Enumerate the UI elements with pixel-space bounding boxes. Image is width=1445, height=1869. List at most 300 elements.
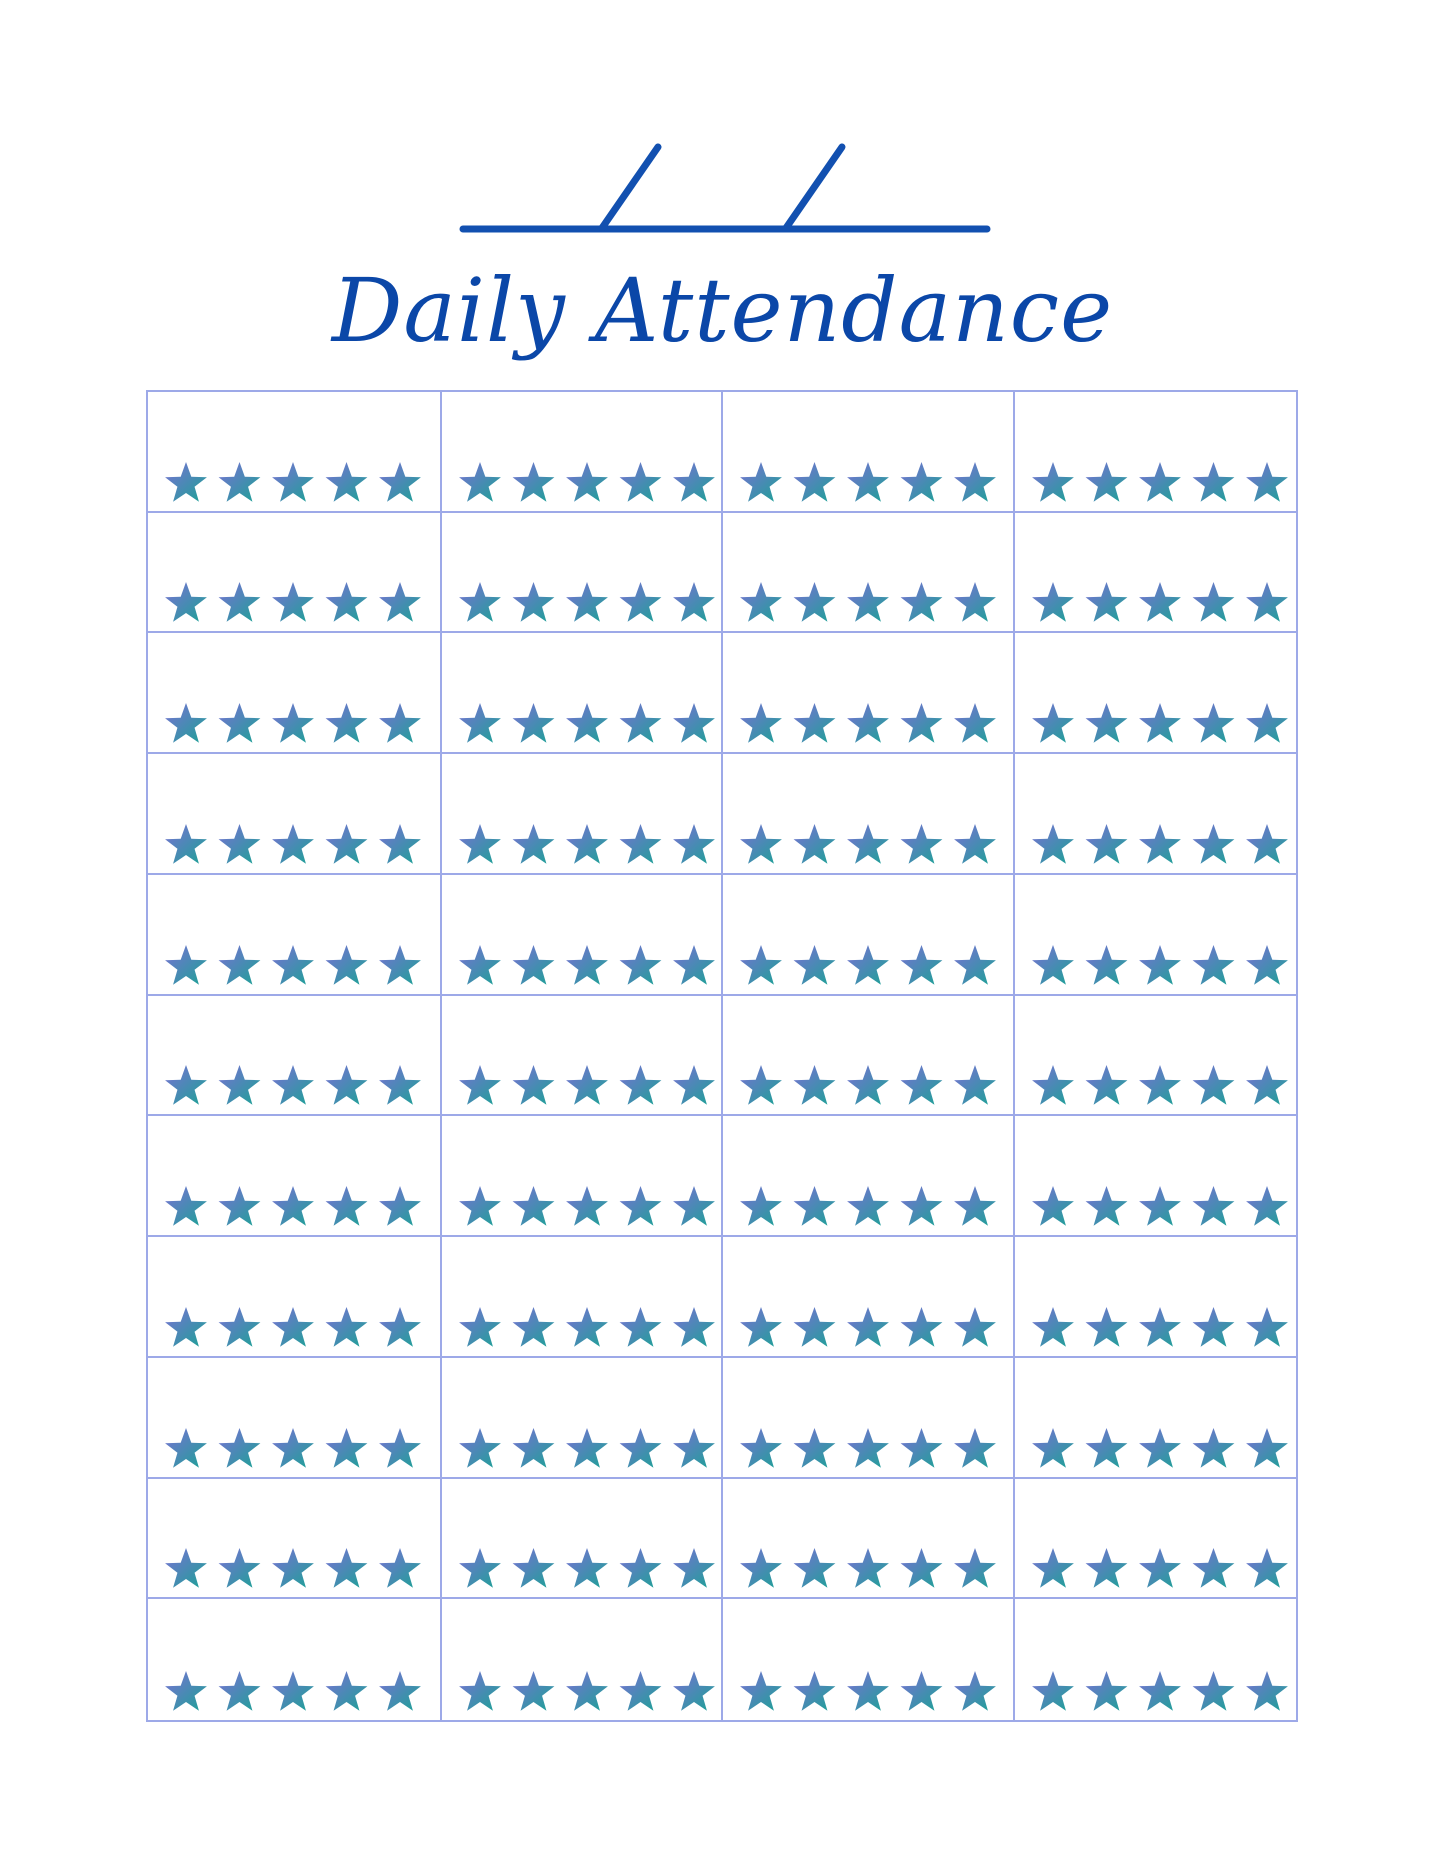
attendance-cell[interactable] — [442, 513, 723, 634]
star-icon — [673, 824, 715, 864]
attendance-cell[interactable] — [1015, 1116, 1296, 1237]
attendance-cell[interactable] — [442, 1237, 723, 1358]
star-icon — [620, 703, 662, 743]
star-icon — [459, 1548, 501, 1588]
star-row — [456, 577, 718, 627]
attendance-cell[interactable] — [1015, 996, 1296, 1117]
star-row — [737, 577, 999, 627]
star-row — [162, 1181, 424, 1231]
star-icon — [620, 1186, 662, 1226]
star-icon — [954, 462, 996, 502]
star-icon — [1193, 1065, 1235, 1105]
star-icon — [1246, 582, 1288, 622]
attendance-cell[interactable] — [1015, 633, 1296, 754]
star-icon — [219, 1671, 261, 1711]
star-icon — [1193, 1548, 1235, 1588]
star-icon — [459, 582, 501, 622]
star-icon — [459, 1671, 501, 1711]
star-icon — [794, 1065, 836, 1105]
star-icon — [1193, 824, 1235, 864]
star-icon — [740, 1186, 782, 1226]
attendance-cell[interactable] — [148, 513, 442, 634]
star-icon — [794, 1186, 836, 1226]
attendance-cell[interactable] — [442, 392, 723, 513]
star-icon — [459, 824, 501, 864]
star-icon — [165, 1428, 207, 1468]
star-row — [1029, 1181, 1291, 1231]
star-icon — [847, 1065, 889, 1105]
star-icon — [1086, 462, 1128, 502]
star-icon — [620, 1671, 662, 1711]
attendance-cell[interactable] — [1015, 1479, 1296, 1600]
star-row — [737, 1181, 999, 1231]
star-icon — [1139, 1186, 1181, 1226]
star-icon — [954, 582, 996, 622]
star-icon — [379, 1307, 421, 1347]
star-icon — [1246, 462, 1288, 502]
star-icon — [901, 703, 943, 743]
star-row — [1029, 819, 1291, 869]
star-icon — [847, 1307, 889, 1347]
star-row — [162, 698, 424, 748]
star-icon — [1032, 1428, 1074, 1468]
star-icon — [740, 582, 782, 622]
star-icon — [219, 462, 261, 502]
attendance-cell[interactable] — [1015, 754, 1296, 875]
star-icon — [326, 1428, 368, 1468]
star-icon — [272, 1065, 314, 1105]
star-icon — [1032, 945, 1074, 985]
star-icon — [326, 824, 368, 864]
star-icon — [673, 1671, 715, 1711]
star-icon — [1246, 1065, 1288, 1105]
star-icon — [459, 1307, 501, 1347]
star-icon — [219, 1065, 261, 1105]
star-icon — [954, 1186, 996, 1226]
star-icon — [1032, 582, 1074, 622]
star-icon — [1139, 824, 1181, 864]
star-row — [162, 1060, 424, 1110]
star-icon — [165, 1548, 207, 1588]
star-icon — [165, 703, 207, 743]
star-icon — [1139, 1671, 1181, 1711]
attendance-cell[interactable] — [1015, 875, 1296, 996]
attendance-cell[interactable] — [442, 633, 723, 754]
star-icon — [1086, 1671, 1128, 1711]
attendance-cell[interactable] — [442, 754, 723, 875]
star-icon — [165, 1065, 207, 1105]
star-row — [1029, 1543, 1291, 1593]
star-icon — [513, 945, 555, 985]
star-row — [456, 1302, 718, 1352]
star-icon — [794, 582, 836, 622]
star-icon — [513, 1548, 555, 1588]
star-row — [456, 457, 718, 507]
attendance-cell[interactable] — [148, 1116, 442, 1237]
star-icon — [272, 1428, 314, 1468]
attendance-cell[interactable] — [442, 1358, 723, 1479]
star-icon — [459, 1065, 501, 1105]
attendance-grid — [146, 390, 1298, 1722]
star-icon — [954, 1428, 996, 1468]
star-icon — [566, 1307, 608, 1347]
star-icon — [673, 1428, 715, 1468]
star-icon — [1193, 1307, 1235, 1347]
star-icon — [1139, 1548, 1181, 1588]
star-icon — [566, 1186, 608, 1226]
attendance-cell[interactable] — [148, 1358, 442, 1479]
star-icon — [620, 582, 662, 622]
star-row — [737, 1423, 999, 1473]
star-row — [162, 1423, 424, 1473]
star-icon — [794, 703, 836, 743]
attendance-cell[interactable] — [442, 1116, 723, 1237]
star-icon — [1032, 1186, 1074, 1226]
star-icon — [847, 1671, 889, 1711]
star-icon — [165, 1307, 207, 1347]
star-icon — [740, 945, 782, 985]
star-icon — [1086, 945, 1128, 985]
star-icon — [1193, 1671, 1235, 1711]
star-icon — [326, 1548, 368, 1588]
star-icon — [165, 462, 207, 502]
star-icon — [459, 703, 501, 743]
star-icon — [219, 582, 261, 622]
star-row — [1029, 940, 1291, 990]
star-icon — [673, 1065, 715, 1105]
attendance-cell[interactable] — [723, 513, 1015, 634]
star-icon — [165, 582, 207, 622]
star-icon — [740, 462, 782, 502]
star-icon — [620, 824, 662, 864]
attendance-cell[interactable] — [148, 875, 442, 996]
star-icon — [379, 824, 421, 864]
star-row — [1029, 577, 1291, 627]
attendance-cell[interactable] — [1015, 392, 1296, 513]
star-icon — [954, 703, 996, 743]
attendance-cell[interactable] — [1015, 1237, 1296, 1358]
star-icon — [379, 582, 421, 622]
star-icon — [1193, 703, 1235, 743]
star-icon — [459, 1186, 501, 1226]
star-icon — [513, 1065, 555, 1105]
star-icon — [901, 824, 943, 864]
star-icon — [1032, 1671, 1074, 1711]
star-icon — [901, 1065, 943, 1105]
star-icon — [326, 945, 368, 985]
star-icon — [272, 1671, 314, 1711]
star-row — [456, 1543, 718, 1593]
star-icon — [272, 1548, 314, 1588]
star-icon — [847, 462, 889, 502]
star-row — [1029, 457, 1291, 507]
star-icon — [620, 1428, 662, 1468]
star-row — [737, 819, 999, 869]
star-icon — [620, 945, 662, 985]
attendance-cell[interactable] — [148, 1237, 442, 1358]
attendance-cell[interactable] — [442, 1599, 723, 1720]
page-title: Daily Attendance — [331, 259, 1114, 362]
star-icon — [954, 1548, 996, 1588]
star-icon — [794, 824, 836, 864]
star-row — [456, 940, 718, 990]
star-icon — [165, 945, 207, 985]
star-icon — [1139, 1307, 1181, 1347]
star-row — [162, 1543, 424, 1593]
star-icon — [673, 703, 715, 743]
star-icon — [272, 1307, 314, 1347]
star-icon — [326, 462, 368, 502]
attendance-cell[interactable] — [723, 633, 1015, 754]
star-icon — [566, 582, 608, 622]
attendance-cell[interactable] — [442, 875, 723, 996]
attendance-cell[interactable] — [723, 1116, 1015, 1237]
star-icon — [379, 1671, 421, 1711]
star-row — [737, 940, 999, 990]
star-icon — [740, 1548, 782, 1588]
attendance-cell[interactable] — [1015, 513, 1296, 634]
star-icon — [566, 824, 608, 864]
star-icon — [847, 945, 889, 985]
date-line[interactable] — [455, 140, 995, 240]
star-icon — [379, 462, 421, 502]
star-icon — [326, 703, 368, 743]
star-icon — [272, 703, 314, 743]
star-icon — [272, 945, 314, 985]
star-icon — [566, 945, 608, 985]
star-icon — [1086, 703, 1128, 743]
star-icon — [165, 824, 207, 864]
star-icon — [740, 703, 782, 743]
star-icon — [740, 1065, 782, 1105]
star-icon — [165, 1186, 207, 1226]
star-icon — [1086, 1065, 1128, 1105]
attendance-cell[interactable] — [723, 996, 1015, 1117]
star-icon — [379, 1065, 421, 1105]
attendance-cell[interactable] — [148, 996, 442, 1117]
star-icon — [513, 462, 555, 502]
star-icon — [794, 1671, 836, 1711]
star-icon — [326, 1307, 368, 1347]
star-icon — [566, 1548, 608, 1588]
star-row — [456, 1666, 718, 1716]
star-icon — [513, 1307, 555, 1347]
star-icon — [740, 1307, 782, 1347]
attendance-cell[interactable] — [148, 392, 442, 513]
star-icon — [673, 1186, 715, 1226]
star-icon — [1139, 703, 1181, 743]
star-icon — [566, 1065, 608, 1105]
star-row — [1029, 1666, 1291, 1716]
star-row — [456, 1423, 718, 1473]
star-icon — [1139, 582, 1181, 622]
star-icon — [566, 1428, 608, 1468]
star-icon — [1193, 582, 1235, 622]
attendance-cell[interactable] — [148, 633, 442, 754]
star-row — [456, 1181, 718, 1231]
star-icon — [326, 582, 368, 622]
star-icon — [673, 1548, 715, 1588]
star-icon — [847, 1548, 889, 1588]
star-icon — [1139, 462, 1181, 502]
attendance-cell[interactable] — [723, 754, 1015, 875]
attendance-cell[interactable] — [723, 1599, 1015, 1720]
star-icon — [1032, 1065, 1074, 1105]
star-icon — [1086, 1428, 1128, 1468]
star-icon — [513, 1671, 555, 1711]
star-icon — [740, 1671, 782, 1711]
star-icon — [219, 1428, 261, 1468]
attendance-cell[interactable] — [723, 875, 1015, 996]
star-icon — [513, 582, 555, 622]
star-icon — [1246, 945, 1288, 985]
star-icon — [272, 1186, 314, 1226]
star-icon — [326, 1186, 368, 1226]
star-icon — [219, 824, 261, 864]
star-row — [1029, 698, 1291, 748]
star-icon — [1193, 945, 1235, 985]
star-row — [456, 698, 718, 748]
star-icon — [1139, 1428, 1181, 1468]
star-icon — [1246, 824, 1288, 864]
star-icon — [165, 1671, 207, 1711]
star-icon — [794, 1548, 836, 1588]
date-slash-2 — [786, 147, 842, 228]
star-icon — [1086, 1186, 1128, 1226]
star-icon — [620, 1307, 662, 1347]
star-icon — [459, 1428, 501, 1468]
attendance-cell[interactable] — [148, 1479, 442, 1600]
attendance-cell[interactable] — [148, 754, 442, 875]
star-icon — [272, 824, 314, 864]
star-icon — [379, 1548, 421, 1588]
star-icon — [379, 945, 421, 985]
star-icon — [459, 945, 501, 985]
star-icon — [1193, 1186, 1235, 1226]
star-icon — [566, 462, 608, 502]
star-icon — [219, 1548, 261, 1588]
star-icon — [954, 824, 996, 864]
star-icon — [326, 1065, 368, 1105]
star-icon — [513, 824, 555, 864]
star-icon — [1246, 1548, 1288, 1588]
star-icon — [954, 1307, 996, 1347]
star-icon — [1246, 703, 1288, 743]
star-icon — [901, 945, 943, 985]
star-icon — [847, 582, 889, 622]
star-row — [1029, 1302, 1291, 1352]
star-icon — [326, 1671, 368, 1711]
star-icon — [219, 1186, 261, 1226]
star-icon — [1032, 1307, 1074, 1347]
star-icon — [219, 1307, 261, 1347]
date-slash-1 — [602, 147, 658, 228]
star-icon — [1246, 1428, 1288, 1468]
star-icon — [673, 582, 715, 622]
star-icon — [901, 462, 943, 502]
star-icon — [513, 703, 555, 743]
star-icon — [1246, 1307, 1288, 1347]
star-icon — [620, 1548, 662, 1588]
star-icon — [513, 1428, 555, 1468]
star-icon — [740, 1428, 782, 1468]
star-icon — [954, 1065, 996, 1105]
star-icon — [901, 1428, 943, 1468]
star-icon — [901, 582, 943, 622]
star-icon — [1246, 1671, 1288, 1711]
star-icon — [1086, 824, 1128, 864]
star-icon — [379, 1428, 421, 1468]
star-icon — [794, 462, 836, 502]
star-icon — [219, 703, 261, 743]
star-icon — [847, 703, 889, 743]
star-icon — [379, 1186, 421, 1226]
star-icon — [1139, 1065, 1181, 1105]
star-icon — [459, 462, 501, 502]
star-icon — [794, 945, 836, 985]
star-row — [737, 457, 999, 507]
star-icon — [1086, 1307, 1128, 1347]
star-row — [737, 698, 999, 748]
star-icon — [901, 1186, 943, 1226]
star-icon — [954, 1671, 996, 1711]
star-icon — [1086, 1548, 1128, 1588]
star-icon — [219, 945, 261, 985]
star-icon — [1139, 945, 1181, 985]
attendance-cell[interactable] — [442, 996, 723, 1117]
star-row — [162, 457, 424, 507]
attendance-cell[interactable] — [723, 1479, 1015, 1600]
star-icon — [379, 703, 421, 743]
star-row — [737, 1543, 999, 1593]
attendance-cell[interactable] — [148, 1599, 442, 1720]
star-icon — [272, 582, 314, 622]
star-row — [162, 1666, 424, 1716]
star-icon — [620, 462, 662, 502]
star-icon — [1246, 1186, 1288, 1226]
attendance-cell[interactable] — [1015, 1599, 1296, 1720]
star-icon — [673, 945, 715, 985]
attendance-cell[interactable] — [723, 1237, 1015, 1358]
star-row — [456, 1060, 718, 1110]
star-icon — [794, 1307, 836, 1347]
attendance-cell[interactable] — [442, 1479, 723, 1600]
star-icon — [847, 1186, 889, 1226]
attendance-cell[interactable] — [1015, 1358, 1296, 1479]
star-icon — [1032, 462, 1074, 502]
star-icon — [566, 703, 608, 743]
star-row — [1029, 1423, 1291, 1473]
star-row — [737, 1060, 999, 1110]
star-icon — [847, 1428, 889, 1468]
star-icon — [620, 1065, 662, 1105]
star-icon — [566, 1671, 608, 1711]
star-icon — [1032, 824, 1074, 864]
star-row — [1029, 1060, 1291, 1110]
star-icon — [847, 824, 889, 864]
star-icon — [901, 1307, 943, 1347]
attendance-cell[interactable] — [723, 1358, 1015, 1479]
star-icon — [794, 1428, 836, 1468]
attendance-cell[interactable] — [723, 392, 1015, 513]
star-icon — [1032, 1548, 1074, 1588]
star-icon — [954, 945, 996, 985]
star-icon — [1193, 1428, 1235, 1468]
star-row — [162, 1302, 424, 1352]
star-row — [162, 819, 424, 869]
star-icon — [1032, 703, 1074, 743]
star-icon — [673, 1307, 715, 1347]
